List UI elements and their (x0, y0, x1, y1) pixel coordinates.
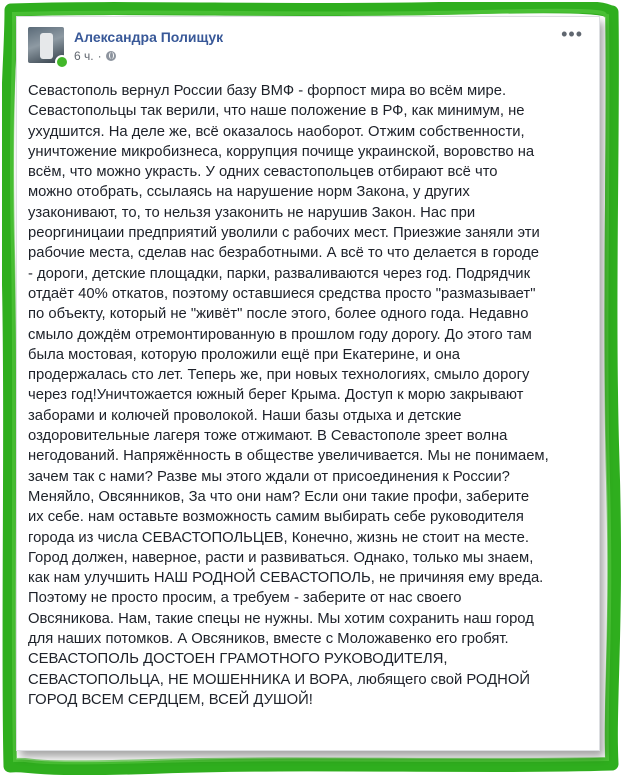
globe-icon[interactable] (106, 51, 116, 61)
meta-separator: · (97, 49, 102, 63)
more-options-icon[interactable]: ••• (561, 24, 583, 44)
online-status-indicator (55, 55, 69, 69)
avatar-image (40, 33, 53, 59)
post-timestamp[interactable]: 6 ч. (74, 49, 94, 63)
green-highlight-frame (2, 2, 619, 773)
post-meta (74, 49, 116, 63)
post-body-text: Севастополь вернул России базу ВМФ - форпост мира во всём мире. Севастопольцы так верили, что наше положение в РФ, как минимум, не ухудшится. На деле же, всё оказалось наоборот. Отжим собственности, уничтожение микробизнеса, коррупция почище украинской, воровство на всём, что можно украсть. У одних севастопольцев отбирают всё что можно отобрать, ссылаясь на нарушение норм Закона, у других узаконивают, то, то нельзя узаконить не нарушив Закон. Нас при реоргиницаии предприятий уволили с рабочих мест. Приезжие заняли эти рабочие места, сделав нас безработными. А всё то что делается в городе - дороги, детские площадки, парки, разваливаются через год. Подрядчик отдаёт 40% откатов, поэтому оставшиеся средства просто "размазывает" по объекту, который не "живёт" после этого, более одного года. Недавно смыло дождём отремонтированную в прошлом году дорогу. До этого там была мостовая, которую проложили ещё при Екатерине, и она продержалась сто лет. Теперь же, при новых технологиях, смыло дорогу через год!Уничтожается южный берег Крыма. Доступ к морю закрывают заборами и колючей проволокой. Наши базы отдыха и детские оздоровительные лагеря тоже отжимают. В Севастополе зреет волна негодований. Напряжённость в обществе увеличивается. Мы не понимаем, зачем так с нами? Разве мы этого ждали от присоединения к России? Меняйло, Овсянников, За что они нам? Если они такие профи, заберите их себе. нам оставьте возможность самим выбирать себе руководителя города из числа СЕВАСТОПОЛЬЦЕВ, Конечно, жизнь не стоит на месте. Город должен, наверное, расти и развиваться. Однако, только мы знаем, как нам улучшить НАШ РОДНОЙ СЕВАСТОПОЛЬ, не причиняя ему вреда. Поэтому не просто просим, а требуем - заберите от нас своего Овсяникова. Нам, такие спецы не нужны. Мы хотим сохранить наш город для наших потомков. А Овсяников, вместе с Моложавенко его гробят. СЕВАСТОПОЛЬ ДОСТОЕН ГРАМОТНОГО РУКОВОДИТЕЛЯ, СЕВАСТОПОЛЬЦА, НЕ МОШЕННИКА И ВОРА, любящего свой РОДНОЙ ГОРОД ВСЕМ СЕРДЦЕМ, ВСЕЙ ДУШОЙ! (28, 83, 549, 708)
post-card (16, 16, 600, 751)
author-name-link[interactable]: Александра Полищук (74, 29, 224, 45)
